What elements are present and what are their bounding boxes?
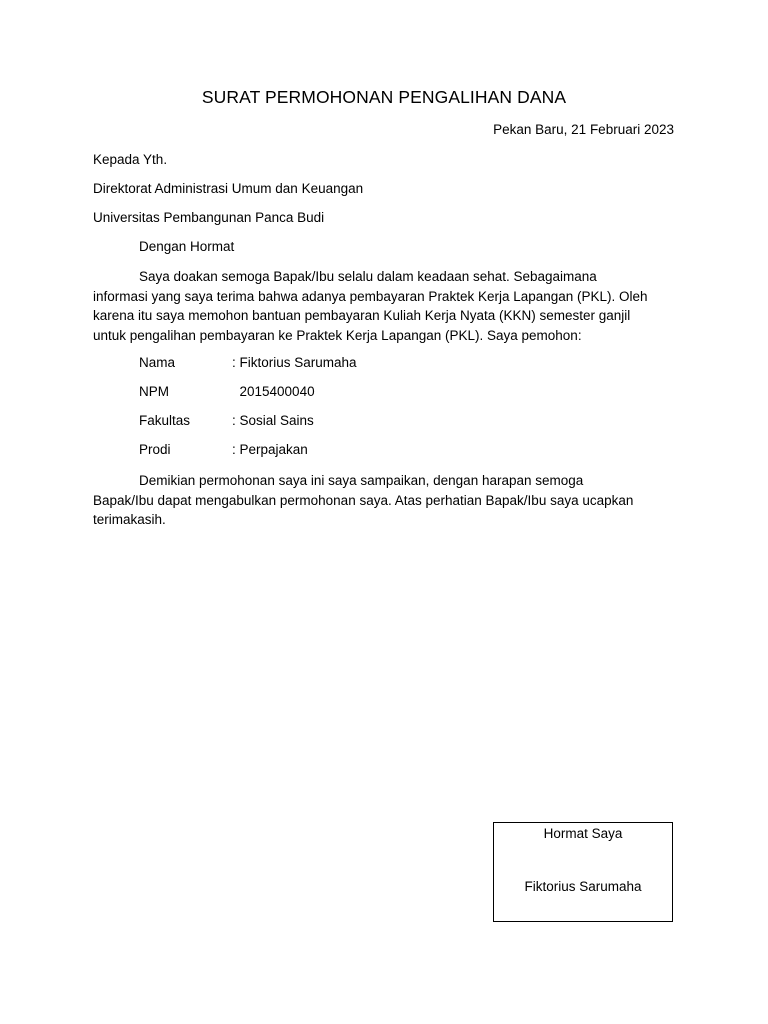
signature-closing: Hormat Saya (543, 826, 623, 841)
field-label-fakultas: Fakultas (139, 413, 191, 428)
closing-line-1: Demikian permohonan saya ini saya sampaikan, dengan harapan semoga (139, 473, 584, 488)
field-value-prodi: : Perpajakan (232, 442, 308, 457)
place-date: Pekan Baru, 21 Februari 2023 (493, 122, 674, 137)
field-value-npm: 2015400040 (232, 384, 315, 399)
salutation: Dengan Hormat (139, 239, 235, 254)
opening-line-1: Saya doakan semoga Bapak/Ibu selalu dalam keadaan sehat. Sebagaimana (139, 269, 597, 284)
signature-box (493, 822, 673, 922)
opening-line-2: informasi yang saya terima bahwa adanya pembayaran Praktek Kerja Lapangan (PKL). Oleh (93, 288, 648, 304)
opening-paragraph (93, 267, 683, 345)
recipient-line-3: Universitas Pembangunan Panca Budi (93, 210, 325, 225)
field-label-prodi: Prodi (139, 442, 171, 457)
field-label-nama: Nama (139, 355, 176, 370)
recipient-line-2: Direktorat Administrasi Umum dan Keuangan (93, 181, 364, 196)
recipient-line-1: Kepada Yth. (93, 152, 168, 167)
letter-title: SURAT PERMOHONAN PENGALIHAN DANA (201, 87, 567, 107)
opening-line-4: untuk pengalihan pembayaran ke Praktek Kerja Lapangan (PKL). Saya pemohon: (93, 327, 582, 343)
closing-line-2: Bapak/Ibu dapat mengabulkan permohonan saya. Atas perhatian Bapak/Ibu saya ucapkan (93, 492, 634, 508)
closing-line-3: terimakasih. (93, 512, 166, 527)
closing-paragraph (93, 471, 683, 530)
field-label-npm: NPM (139, 384, 169, 399)
field-value-fakultas: : Sosial Sains (232, 413, 314, 428)
opening-line-3: karena itu saya memohon bantuan pembayaran Kuliah Kerja Nyata (KKN) semester ganjil (93, 308, 631, 323)
field-value-nama: : Fiktorius Sarumaha (232, 355, 357, 370)
signature-name: Fiktorius Sarumaha (524, 879, 642, 894)
